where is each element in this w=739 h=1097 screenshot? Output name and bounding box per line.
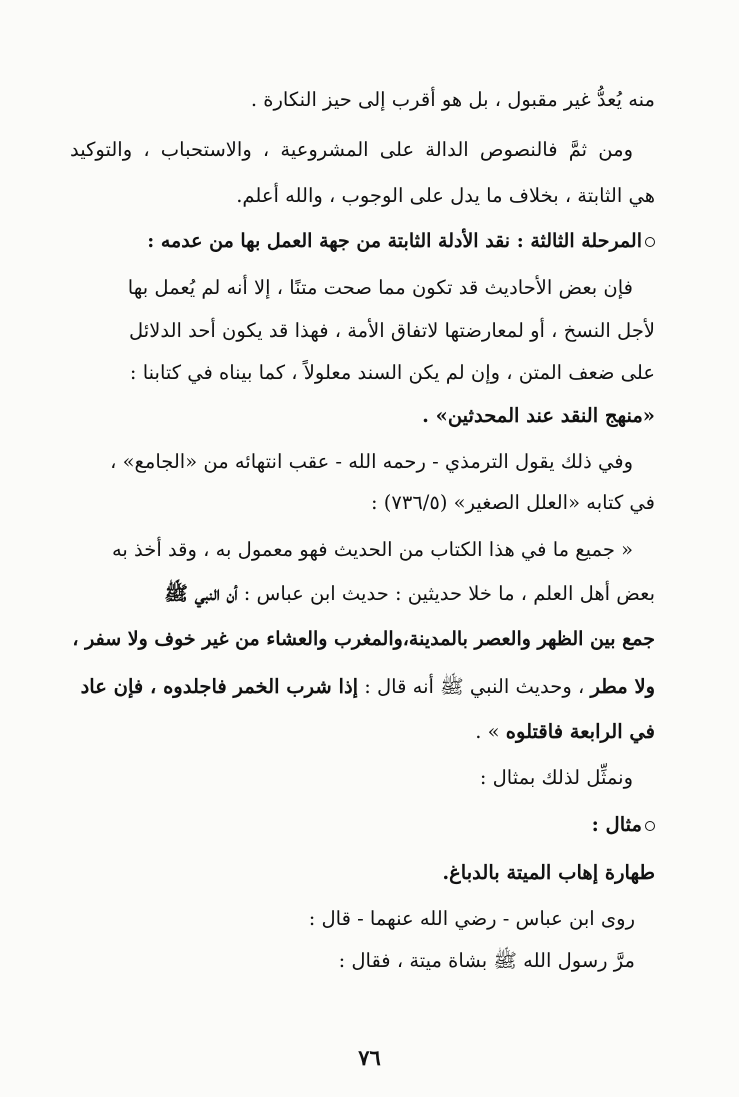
text-span: ، وحديث النبي ﷺ أنه قال : xyxy=(364,675,585,698)
hadith-text: إذا شرب الخمر فاجلدوه ، فإن عاد xyxy=(80,675,359,698)
text-line xyxy=(70,449,655,474)
hadith-text: في الرابعة فاقتلوه xyxy=(505,720,655,743)
circle-bullet-icon xyxy=(645,237,655,247)
hadith-text: جمع بين الظهر والعصر بالمدينة،والمغرب والعشاء من غير خوف ولا سفر ، xyxy=(72,628,655,650)
text-line xyxy=(70,906,655,931)
text-span: لأجل النسخ ، أو لمعارضتها لاتفاق الأمة ، فهذا قد يكون أحد الدلائل xyxy=(129,319,655,342)
text-line xyxy=(70,183,655,208)
text-span: بعض أهل العلم ، ما خلا حديثين : حديث ابن عباس : xyxy=(243,582,655,605)
text-line xyxy=(70,360,655,385)
text-line xyxy=(70,581,655,606)
text-span: ونمثِّل لذلك بمثال : xyxy=(479,766,633,789)
text-span: » . xyxy=(475,720,506,743)
page-number: ٧٦ xyxy=(358,1045,381,1070)
text-span: هي الثابتة ، بخلاف ما يدل على الوجوب ، والله أعلم. xyxy=(236,184,655,207)
text-line xyxy=(70,674,655,699)
text-line xyxy=(70,318,655,343)
text-span: « جميع ما في هذا الكتاب من الحديث فهو معمول به ، وقد أخذ به xyxy=(111,538,633,561)
heading-text: المرحلة الثالثة : نقد الأدلة الثابتة من جهة العمل بها من عدمه : xyxy=(147,230,642,252)
text-line xyxy=(70,275,655,300)
text-span: فإن بعض الأحاديث قد تكون مما صحت متنًا ، إلا أنه لم يُعمل بها xyxy=(127,276,633,299)
text-line xyxy=(70,87,655,112)
text-span: ومن ثمَّ فالنصوص الدالة على المشروعية ، والاستحباب ، والتوكيد xyxy=(70,138,633,161)
text-span: على ضعف المتن ، وإن لم يكن السند معلولاً ، كما بيناه في كتابنا : xyxy=(129,361,655,384)
text-line xyxy=(70,137,655,162)
text-line xyxy=(70,719,655,744)
example-title xyxy=(70,860,655,885)
hadith-text: أن النبي ﷺ xyxy=(164,582,238,605)
section-heading xyxy=(70,229,655,254)
text-span: مرَّ رسول الله ﷺ بشاة ميتة ، فقال : xyxy=(338,949,635,972)
heading-text: طهارة إهاب الميتة بالدباغ. xyxy=(442,861,655,884)
text-line xyxy=(70,490,655,515)
text-line xyxy=(70,403,655,428)
text-line xyxy=(70,948,655,973)
heading-text: مثال : xyxy=(591,813,642,836)
text-line xyxy=(70,765,655,790)
text-span: في كتابه «العلل الصغير» (٧٣٦/٥) : xyxy=(371,491,655,514)
hadith-text: ولا مطر xyxy=(590,675,655,698)
circle-bullet-icon xyxy=(645,821,655,831)
text-line xyxy=(70,627,655,652)
text-span: وفي ذلك يقول الترمذي - رحمه الله - عقب انتهائه من «الجامع» ، xyxy=(110,450,633,473)
text-span: روى ابن عباس - رضي الله عنهما - قال : xyxy=(308,907,635,930)
book-title: «منهج النقد عند المحدثين» . xyxy=(422,404,655,427)
text-line xyxy=(70,537,655,562)
example-heading xyxy=(70,812,655,837)
text-span: منه يُعدُّ غير مقبول ، بل هو أقرب إلى حيز النكارة . xyxy=(250,88,655,111)
